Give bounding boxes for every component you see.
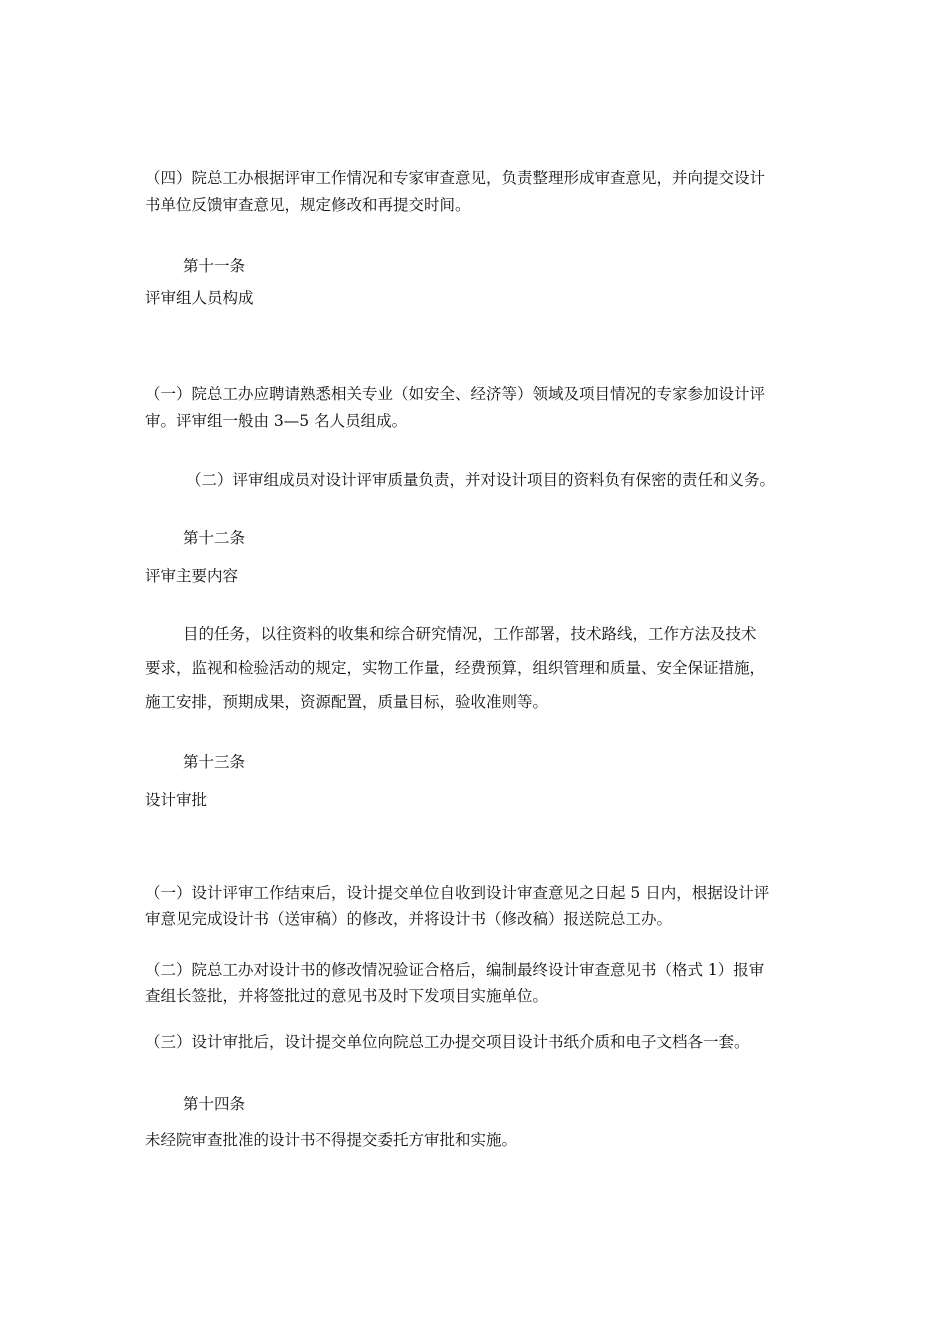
paragraph-line: （二）评审组成员对设计评审质量负责，并对设计项目的资料负有保密的责任和义务。 <box>186 471 776 489</box>
paragraph-line: （四）院总工办根据评审工作情况和专家审查意见，负责整理形成审查意见，并向提交设计 <box>145 169 766 187</box>
paragraph-line: 审意见完成设计书（送审稿）的修改，并将设计书（修改稿）报送院总工办。 <box>145 910 673 928</box>
paragraph-line: 书单位反馈审查意见，规定修改和再提交时间。 <box>145 196 471 214</box>
article-heading: 第十四条 <box>183 1095 246 1113</box>
paragraph-line: 要求，监视和检验活动的规定，实物工作量，经费预算，组织管理和质量、安全保证措施， <box>145 659 766 677</box>
section-title: 评审主要内容 <box>145 567 239 585</box>
paragraph-line: 施工安排，预期成果，资源配置，质量目标，验收准则等。 <box>145 693 549 711</box>
article-heading: 第十三条 <box>183 753 246 771</box>
paragraph-line: 查组长签批，并将签批过的意见书及时下发项目实施单位。 <box>145 987 549 1005</box>
paragraph-line: （二）院总工办对设计书的修改情况验证合格后，编制最终设计审查意见书（格式 1）报审 <box>145 961 765 979</box>
paragraph-line: （一）设计评审工作结束后，设计提交单位自收到设计审查意见之日起 5 日内，根据设计评 <box>145 884 770 902</box>
paragraph-line: （一）院总工办应聘请熟悉相关专业（如安全、经济等）领域及项目情况的专家参加设计评 <box>145 385 766 403</box>
section-title: 评审组人员构成 <box>145 289 254 307</box>
section-title: 设计审批 <box>145 791 208 809</box>
paragraph-line: 未经院审查批准的设计书不得提交委托方审批和实施。 <box>145 1131 518 1149</box>
article-heading: 第十二条 <box>183 529 246 547</box>
paragraph-line: 审。评审组一般由 3—5 名人员组成。 <box>145 412 408 430</box>
article-heading: 第十一条 <box>183 257 246 275</box>
paragraph-line: 目的任务，以往资料的收集和综合研究情况，工作部署，技术路线，工作方法及技术 <box>183 625 757 643</box>
paragraph-line: （三）设计审批后，设计提交单位向院总工办提交项目设计书纸介质和电子文档各一套。 <box>145 1033 750 1051</box>
